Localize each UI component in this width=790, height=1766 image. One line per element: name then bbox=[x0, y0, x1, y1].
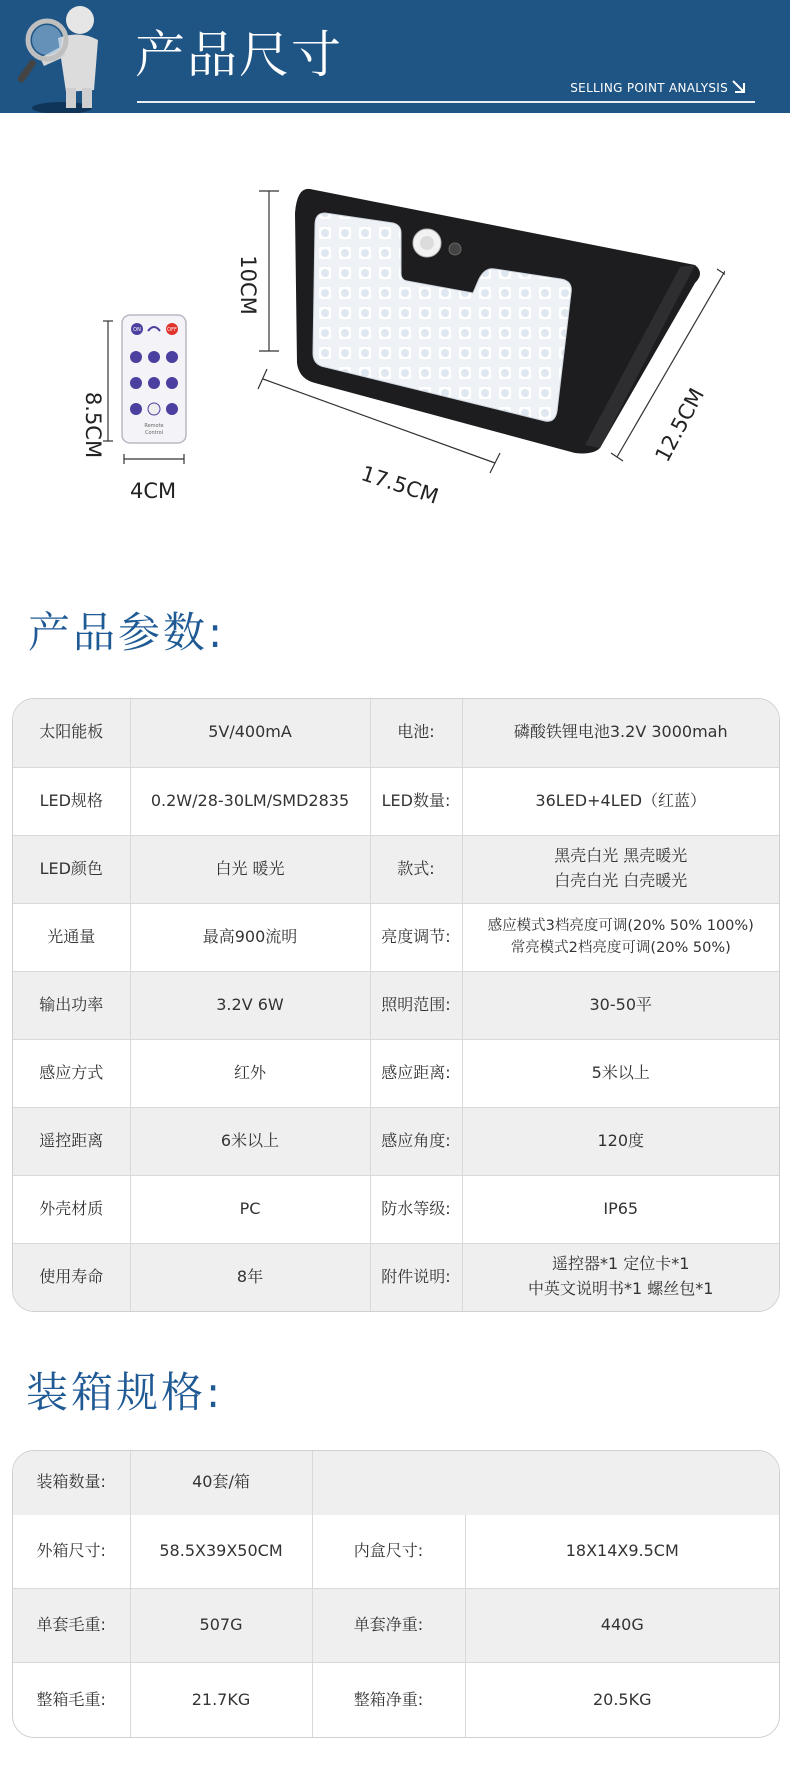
param-value bbox=[462, 1175, 779, 1243]
packing-value: 21.7KG bbox=[130, 1663, 312, 1737]
page-title: 产品尺寸 bbox=[135, 26, 343, 84]
param-value: 6米以上 bbox=[130, 1107, 370, 1175]
param-value bbox=[462, 835, 779, 903]
packing-value: 18X14X9.5CM bbox=[465, 1515, 779, 1589]
remote-height-label: 8.5CM bbox=[81, 391, 106, 459]
param-value: 白光 暖光 bbox=[130, 835, 370, 903]
param-label: LED数量: bbox=[370, 767, 462, 835]
param-value-line: IP65 bbox=[603, 1198, 639, 1218]
table-row bbox=[13, 1515, 779, 1589]
table-row bbox=[13, 1451, 779, 1515]
param-value bbox=[462, 1107, 779, 1175]
param-label: 照明范围: bbox=[370, 971, 462, 1039]
param-label: 外壳材质 bbox=[13, 1175, 130, 1243]
remote-on-label: ON bbox=[133, 327, 141, 333]
table-row bbox=[13, 699, 779, 767]
param-value-line: 遥控器*1 定位卡*1 bbox=[552, 1254, 690, 1274]
table-row bbox=[13, 1107, 779, 1175]
table-row bbox=[13, 1039, 779, 1107]
param-value bbox=[462, 903, 779, 971]
packing-label: 整箱毛重: bbox=[13, 1663, 130, 1737]
param-label: 感应方式 bbox=[13, 1039, 130, 1107]
lamp-height-label: 10CM bbox=[235, 255, 260, 315]
packing-value: 58.5X39X50CM bbox=[130, 1515, 312, 1589]
table-row bbox=[13, 767, 779, 835]
param-value bbox=[462, 767, 779, 835]
packing-qty-value: 40套/箱 bbox=[130, 1451, 312, 1515]
remote-control-image bbox=[100, 313, 210, 483]
product-dimension-figure bbox=[0, 113, 790, 553]
remote-label-line2: Control bbox=[144, 430, 164, 436]
remote-width-label: 4CM bbox=[130, 479, 177, 503]
table-row bbox=[13, 971, 779, 1039]
params-table bbox=[12, 698, 780, 1312]
table-row bbox=[13, 1243, 779, 1311]
param-value-line: 常亮模式2档亮度可调(20% 50%) bbox=[510, 940, 731, 956]
param-value: 红外 bbox=[130, 1039, 370, 1107]
param-value: 0.2W/28-30LM/SMD2835 bbox=[130, 767, 370, 835]
param-value bbox=[462, 699, 779, 767]
remote-label-line1: Remote bbox=[144, 423, 164, 429]
param-label: 附件说明: bbox=[370, 1243, 462, 1311]
param-value-line: 白壳白光 白壳暖光 bbox=[554, 871, 688, 890]
param-label: LED规格 bbox=[13, 767, 130, 835]
table-row bbox=[13, 1589, 779, 1663]
banner-subtitle: SELLING POINT ANALYSIS bbox=[570, 81, 728, 95]
param-value: 5V/400mA bbox=[130, 699, 370, 767]
packing-label: 整箱净重: bbox=[312, 1663, 465, 1737]
param-value-line: 感应模式3档亮度可调(20% 50% 100%) bbox=[487, 917, 754, 934]
packing-label: 单套净重: bbox=[312, 1589, 465, 1663]
param-value: 最高900流明 bbox=[130, 903, 370, 971]
param-label: 光通量 bbox=[13, 903, 130, 971]
mascot-magnifier-icon bbox=[14, 0, 129, 113]
param-value-line: 黑壳白光 黑壳暖光 bbox=[554, 846, 688, 866]
param-value-line: 中英文说明书*1 螺丝包*1 bbox=[528, 1279, 714, 1299]
table-row bbox=[13, 1175, 779, 1243]
param-label: LED颜色 bbox=[13, 835, 130, 903]
packing-value: 20.5KG bbox=[465, 1663, 779, 1737]
param-value bbox=[462, 1243, 779, 1311]
param-label: 感应距离: bbox=[370, 1039, 462, 1107]
param-value: PC bbox=[130, 1175, 370, 1243]
param-label: 感应角度: bbox=[370, 1107, 462, 1175]
packing-table bbox=[12, 1450, 780, 1738]
param-label: 遥控距离 bbox=[13, 1107, 130, 1175]
packing-label: 外箱尺寸: bbox=[13, 1515, 130, 1589]
param-value bbox=[462, 971, 779, 1039]
param-label: 款式: bbox=[370, 835, 462, 903]
param-value: 3.2V 6W bbox=[130, 971, 370, 1039]
banner-divider bbox=[137, 101, 755, 103]
param-label: 亮度调节: bbox=[370, 903, 462, 971]
header-banner bbox=[0, 0, 790, 113]
param-label: 电池: bbox=[370, 699, 462, 767]
arrow-down-right-icon bbox=[730, 78, 748, 96]
param-value-line: 36LED+4LED（红蓝） bbox=[535, 790, 707, 810]
param-label: 输出功率 bbox=[13, 971, 130, 1039]
param-label: 使用寿命 bbox=[13, 1243, 130, 1311]
param-label: 防水等级: bbox=[370, 1175, 462, 1243]
table-row bbox=[13, 835, 779, 903]
param-label: 太阳能板 bbox=[13, 699, 130, 767]
param-value: 8年 bbox=[130, 1243, 370, 1311]
packing-value: 440G bbox=[465, 1589, 779, 1663]
table-row bbox=[13, 1663, 779, 1737]
table-row bbox=[13, 903, 779, 971]
param-value-line: 5米以上 bbox=[591, 1062, 650, 1082]
param-value-line: 120度 bbox=[597, 1130, 645, 1150]
param-value-line: 磷酸铁锂电池3.2V 3000mah bbox=[513, 722, 728, 742]
packing-qty-label: 装箱数量: bbox=[13, 1451, 130, 1515]
param-value-line: 30-50平 bbox=[589, 994, 652, 1014]
packing-label: 单套毛重: bbox=[13, 1589, 130, 1663]
remote-off-label: OFF bbox=[167, 327, 177, 333]
lamp-depth-label: 12.5CM bbox=[650, 384, 710, 466]
params-section-title: 产品参数: bbox=[28, 608, 226, 657]
solar-lamp-image bbox=[255, 183, 725, 513]
packing-section-title: 装箱规格: bbox=[26, 1368, 224, 1417]
lamp-width-label: 17.5CM bbox=[358, 461, 442, 509]
packing-label: 内盒尺寸: bbox=[312, 1515, 465, 1589]
packing-value: 507G bbox=[130, 1589, 312, 1663]
param-value bbox=[462, 1039, 779, 1107]
packing-empty-cell bbox=[312, 1451, 779, 1515]
